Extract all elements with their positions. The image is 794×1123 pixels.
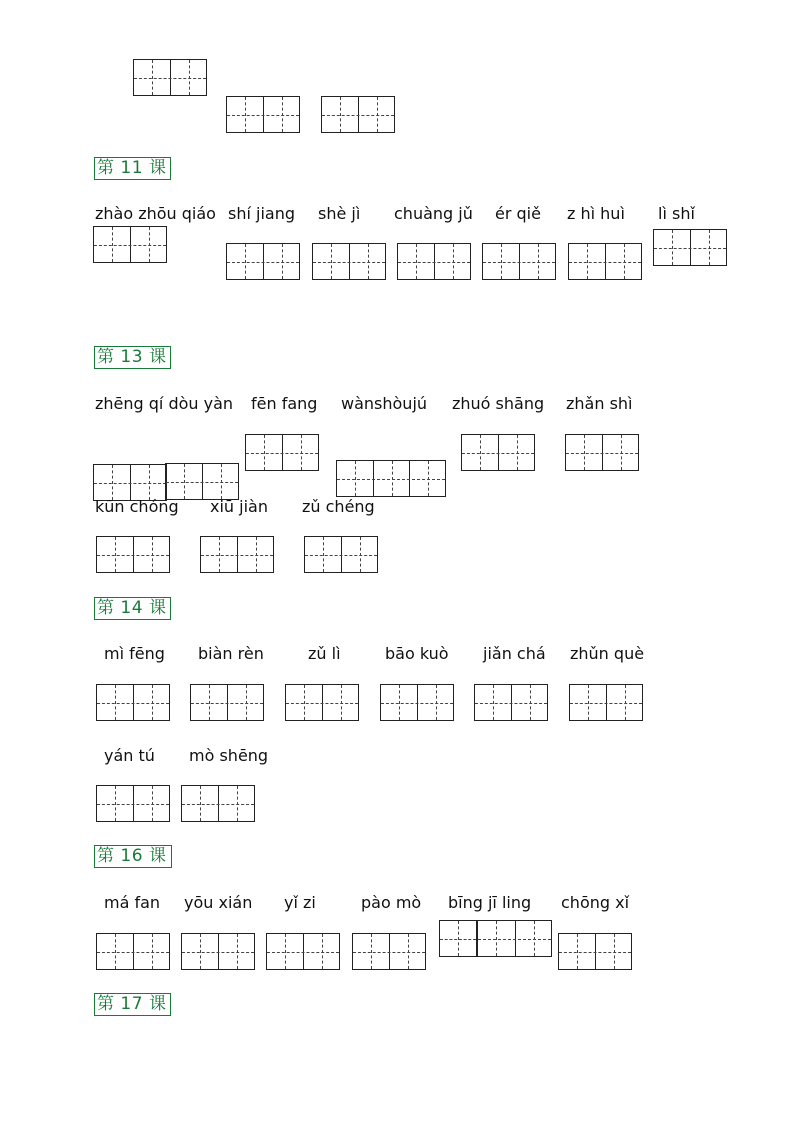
writing-grid[interactable] [93, 464, 167, 501]
writing-grid[interactable] [181, 933, 255, 970]
pinyin-word: wànshòujú [341, 394, 428, 413]
writing-grid[interactable] [285, 684, 359, 721]
writing-grid[interactable] [200, 536, 274, 573]
pinyin-word: shè jì [318, 204, 361, 223]
writing-grid[interactable] [190, 684, 264, 721]
writing-grid[interactable] [439, 920, 477, 957]
lesson-heading: 第 11 课 [94, 157, 171, 180]
writing-grid[interactable] [312, 243, 386, 280]
writing-grid[interactable] [336, 460, 446, 497]
pinyin-word: yōu xián [184, 893, 253, 912]
pinyin-word: chōng xǐ [561, 893, 630, 912]
writing-grid[interactable] [352, 933, 426, 970]
pinyin-word: má fan [104, 893, 161, 912]
pinyin-word: bāo kuò [385, 644, 449, 663]
writing-grid[interactable] [266, 933, 340, 970]
pinyin-word: bīng jī ling [448, 893, 532, 912]
writing-grid[interactable] [96, 684, 170, 721]
pinyin-word: yán tú [104, 746, 155, 765]
writing-grid[interactable] [380, 684, 454, 721]
pinyin-word: pào mò [361, 893, 422, 912]
pinyin-word: shí jiang [228, 204, 295, 223]
writing-grid[interactable] [226, 243, 300, 280]
pinyin-word: lì shǐ [658, 204, 695, 223]
pinyin-word: zhuó shāng [452, 394, 545, 413]
pinyin-word: zǔ chéng [302, 497, 375, 516]
writing-grid[interactable] [565, 434, 639, 471]
pinyin-word: biàn rèn [198, 644, 264, 663]
writing-grid[interactable] [181, 785, 255, 822]
writing-grid[interactable] [93, 226, 167, 263]
pinyin-word: zhǔn què [570, 644, 645, 663]
pinyin-word: zhào zhōu qiáo [95, 204, 216, 223]
pinyin-word: xiū jiàn [210, 497, 268, 516]
writing-grid[interactable] [96, 785, 170, 822]
writing-grid[interactable] [397, 243, 471, 280]
pinyin-word: z hì huì [567, 204, 625, 223]
writing-grid[interactable] [133, 59, 207, 96]
pinyin-word: jiǎn chá [483, 644, 546, 663]
pinyin-word: zǔ lì [308, 644, 341, 663]
writing-grid[interactable] [321, 96, 395, 133]
pinyin-word: yǐ zi [284, 893, 316, 912]
writing-grid[interactable] [461, 434, 535, 471]
pinyin-word: kūn chóng [95, 497, 179, 516]
writing-grid[interactable] [165, 463, 239, 500]
writing-grid[interactable] [245, 434, 319, 471]
lesson-heading: 第 14 课 [94, 597, 171, 620]
writing-grid[interactable] [96, 536, 170, 573]
writing-grid[interactable] [96, 933, 170, 970]
writing-grid[interactable] [482, 243, 556, 280]
pinyin-word: mì fēng [104, 644, 165, 663]
lesson-heading: 第 13 课 [94, 346, 171, 369]
pinyin-word: zhǎn shì [566, 394, 633, 413]
pinyin-word: ér qiě [495, 204, 541, 223]
writing-grid[interactable] [477, 920, 552, 957]
pinyin-word: chuàng jǔ [394, 204, 473, 223]
pinyin-word: fēn fang [251, 394, 318, 413]
pinyin-word: zhēng qí dòu yàn [95, 394, 234, 413]
writing-grid[interactable] [304, 536, 378, 573]
writing-grid[interactable] [653, 229, 727, 266]
writing-grid[interactable] [569, 684, 643, 721]
writing-grid[interactable] [558, 933, 632, 970]
lesson-heading: 第 16 课 [94, 845, 172, 868]
lesson-heading: 第 17 课 [94, 993, 171, 1016]
writing-grid[interactable] [226, 96, 300, 133]
writing-grid[interactable] [568, 243, 642, 280]
pinyin-word: mò shēng [189, 746, 269, 765]
writing-grid[interactable] [474, 684, 548, 721]
